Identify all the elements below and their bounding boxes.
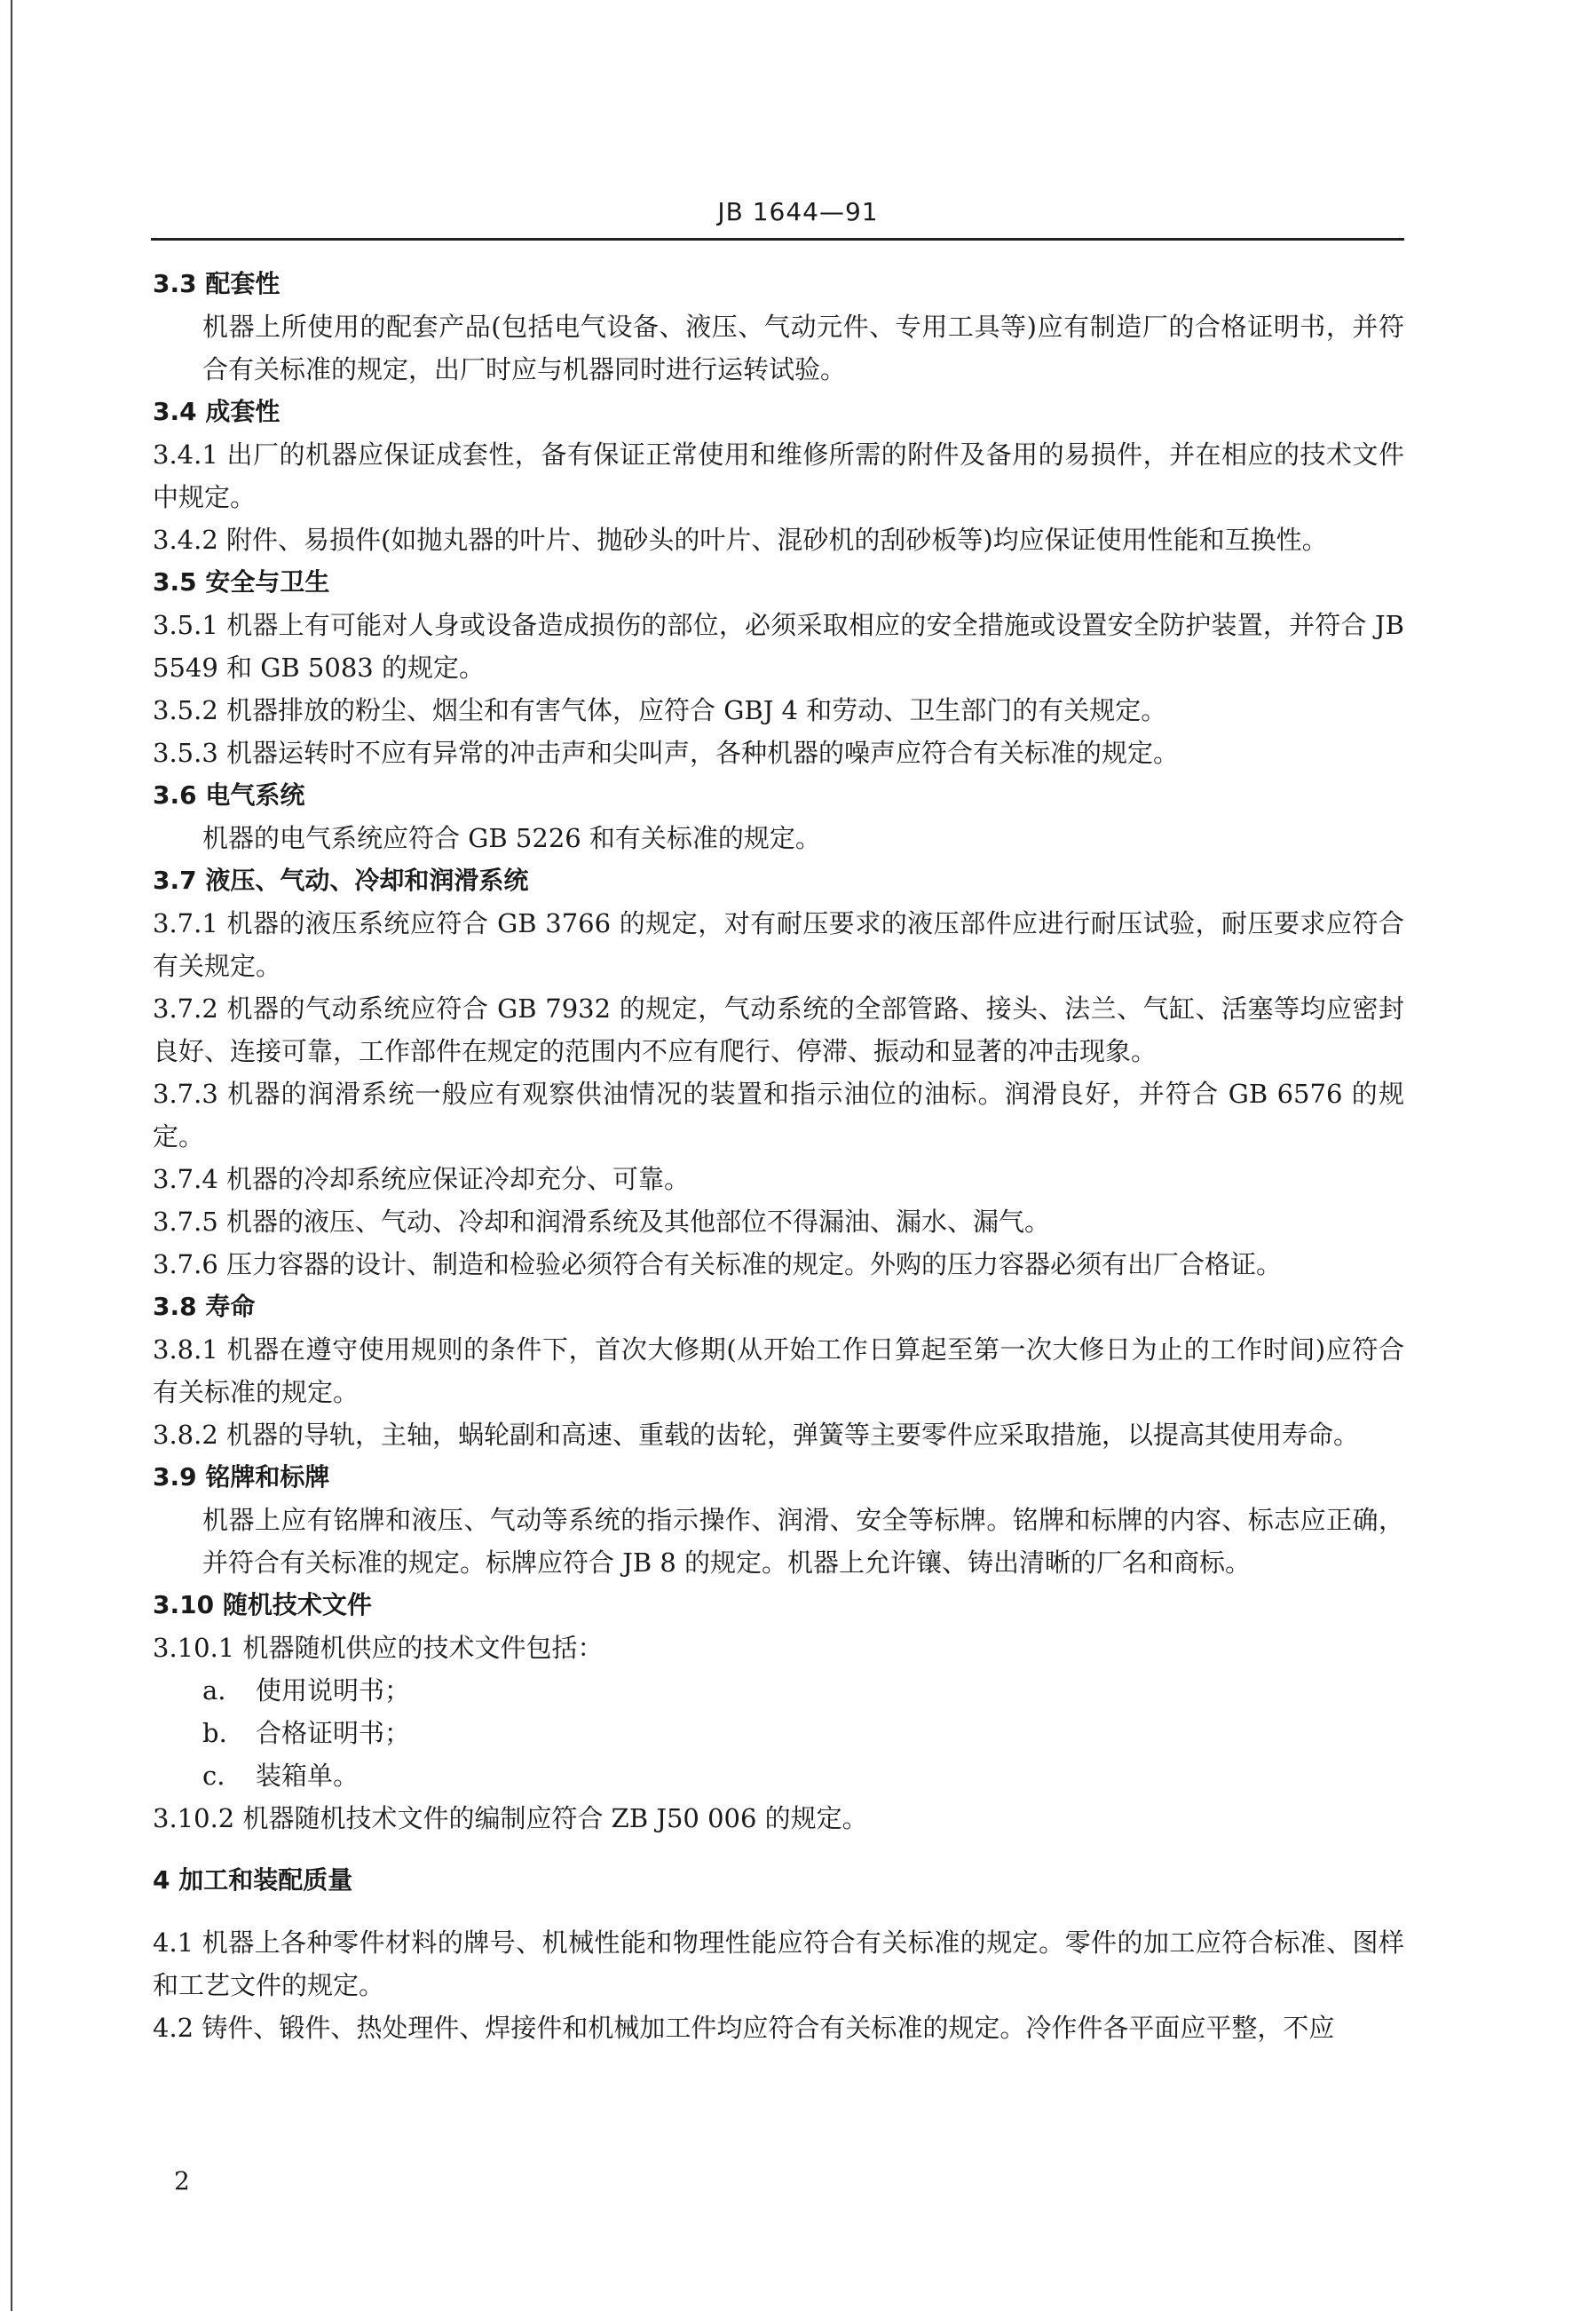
section-heading: 3.7 液压、气动、冷却和润滑系统 xyxy=(153,866,529,895)
page-number: 2 xyxy=(174,2166,190,2196)
clause: 3.7.6 压力容器的设计、制造和检验必须符合有关标准的规定。外购的压力容器必须有出厂合格证。 xyxy=(153,1249,1283,1279)
clause: 3.10.2 机器随机技术文件的编制应符合 ZB J50 006 的规定。 xyxy=(153,1803,868,1833)
list-item xyxy=(153,1712,1404,1754)
binding-margin-line xyxy=(11,0,12,2311)
clause: 3.8.1 机器在遵守使用规则的条件下，首次大修期(从开始工作日算起至第一次大修日为止的工作时间)应符合有关标准的规定。 xyxy=(153,1334,1404,1407)
list-item xyxy=(153,1669,1404,1712)
clause: 3.5.2 机器排放的粉尘、烟尘和有害气体，应符合 GBJ 4 和劳动、卫生部门的有关规定。 xyxy=(153,695,1167,725)
list-item-text: 合格证明书； xyxy=(256,1718,411,1748)
section-heading: 3.3 配套性 xyxy=(153,269,280,298)
section-heading: 3.10 随机技术文件 xyxy=(153,1590,372,1619)
section-heading: 3.5 安全与卫生 xyxy=(153,567,330,597)
section-spacer xyxy=(153,1840,1404,1859)
list-item xyxy=(153,1754,1404,1797)
clause: 3.4.1 出厂的机器应保证成套性，备有保证正常使用和维修所需的附件及备用的易损件，并在相应的技术文件中规定。 xyxy=(153,439,1404,512)
clause: 3.4.2 附件、易损件(如抛丸器的叶片、抛砂头的叶片、混砂机的刮砂板等)均应保证使用性能和互换性。 xyxy=(153,525,1328,555)
list-marker: c. xyxy=(202,1761,225,1791)
clause: 3.10.1 机器随机供应的技术文件包括： xyxy=(153,1633,604,1663)
clause: 3.7.2 机器的气动系统应符合 GB 7932 的规定，气动系统的全部管路、接头、法兰、气缸、活塞等均应密封良好、连接可靠，工作部件在规定的范围内不应有爬行、停滞、振动和显著的冲击现象。 xyxy=(153,993,1404,1066)
clause: 3.8.2 机器的导轨，主轴，蜗轮副和高速、重载的齿轮，弹簧等主要零件应采取措施，以提高其使用寿命。 xyxy=(153,1420,1360,1450)
clause: 3.5.1 机器上有可能对人身或设备造成损伤的部位，必须采取相应的安全措施或设置安全防护装置，并符合 JB 5549 和 GB 5083 的规定。 xyxy=(153,610,1404,683)
section-heading: 3.4 成套性 xyxy=(153,397,280,426)
chapter-heading: 4 加工和装配质量 xyxy=(153,1865,353,1895)
clause: 4.1 机器上各种零件材料的牌号、机械性能和物理性能应符合有关标准的规定。零件的加工应符合标准、图样和工艺文件的规定。 xyxy=(153,1927,1404,2000)
paragraph: 机器上应有铭牌和液压、气动等系统的指示操作、润滑、安全等标牌。铭牌和标牌的内容、标志应正确，并符合有关标准的规定。标牌应符合 JB 8 的规定。机器上允许镶、铸出清晰的厂名和商标。 xyxy=(202,1505,1404,1578)
section-heading: 3.9 铭牌和标牌 xyxy=(153,1462,330,1492)
section-spacer xyxy=(153,1902,1404,1921)
section-heading: 3.6 电气系统 xyxy=(153,780,305,810)
header-rule xyxy=(151,238,1404,241)
clause: 3.7.3 机器的润滑系统一般应有观察供油情况的装置和指示油位的油标。润滑良好，并符合 GB 6576 的规定。 xyxy=(153,1079,1404,1152)
clause: 3.7.1 机器的液压系统应符合 GB 3766 的规定，对有耐压要求的液压部件应进行耐压试验，耐压要求应符合有关规定。 xyxy=(153,908,1404,981)
clause: 3.7.4 机器的冷却系统应保证冷却充分、可靠。 xyxy=(153,1164,691,1194)
clause: 3.7.5 机器的液压、气动、冷却和润滑系统及其他部位不得漏油、漏水、漏气。 xyxy=(153,1207,1051,1237)
paragraph: 机器的电气系统应符合 GB 5226 和有关标准的规定。 xyxy=(202,823,821,853)
paragraph: 机器上所使用的配套产品(包括电气设备、液压、气动元件、专用工具等)应有制造厂的合格证明书，并符合有关标准的规定，出厂时应与机器同时进行运转试验。 xyxy=(202,312,1404,384)
list-marker: a. xyxy=(202,1675,226,1706)
clause: 4.2 铸件、锻件、热处理件、焊接件和机械加工件均应符合有关标准的规定。冷作件各平面应平整，不应 xyxy=(153,2013,1335,2043)
document-body xyxy=(153,263,1404,2049)
list-item-text: 装箱单。 xyxy=(256,1761,359,1791)
list-marker: b. xyxy=(202,1718,227,1748)
section-heading: 3.8 寿命 xyxy=(153,1292,256,1321)
list-item-text: 使用说明书； xyxy=(256,1675,411,1706)
clause: 3.5.3 机器运转时不应有异常的冲击声和尖叫声，各种机器的噪声应符合有关标准的规定。 xyxy=(153,738,1180,768)
standard-code-header: JB 1644—91 xyxy=(717,197,879,226)
